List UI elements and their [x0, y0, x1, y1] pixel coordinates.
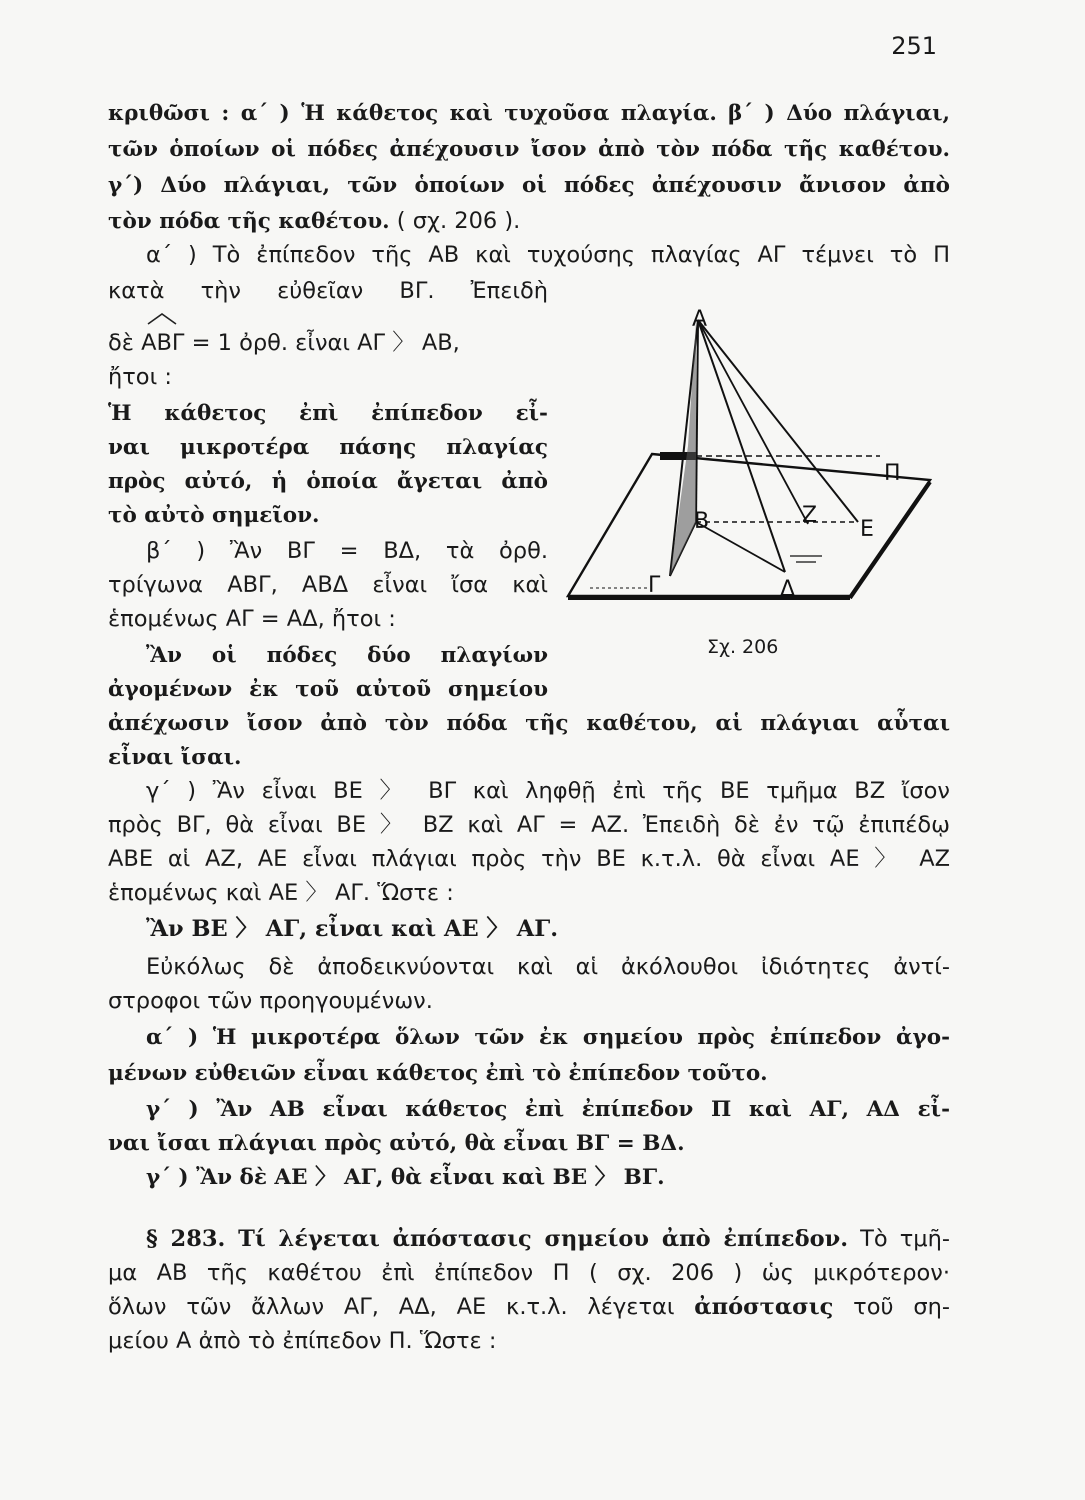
plane-p: [568, 454, 930, 596]
section-heading-283: § 283. Τί λέγεται ἀπόστασις σημείου ἀπὸ ἐπίπεδον. Τὸ τμῆ-: [146, 1226, 951, 1252]
text-line: εἶναι ἴσαι.: [108, 745, 242, 770]
text-line: β΄ ) Ἂν ΒΓ = ΒΔ, τὰ ὀρθ.: [146, 538, 548, 564]
text-line: τῶν ὁποίων οἱ πόδες ἀπέχουσιν ἴσον ἀπὸ τὸν πόδα τῆς καθέτου.: [108, 137, 950, 162]
text-line: γ΄) Δύο πλάγιαι, τῶν ὁποίων οἱ πόδες ἀπέχουσιν ἄνισον ἀπὸ: [108, 173, 950, 198]
text-line: ναι μικροτέρα πάσης πλαγίας: [108, 435, 548, 460]
text-line: ἑπομένως ΑΓ = ΑΔ, ἤτοι :: [108, 606, 396, 632]
text-line: ἤτοι :: [108, 364, 172, 390]
text-line: γ΄ ) Ἂν εἶναι ΒΕ 〉 ΒΓ καὶ ληφθῇ ἐπὶ τῆς ΒΕ τμῆμα ΒΖ ἴσον: [146, 778, 950, 804]
text-line: ὅλων τῶν ἄλλων ΑΓ, ΑΔ, ΑΕ κ.τ.λ. λέγεται ἀπόστασις τοῦ ση-: [108, 1294, 950, 1320]
text-line: Ἡ κάθετος ἐπὶ ἐπίπεδον εἶ-: [108, 401, 548, 426]
text-line: ἀγομένων ἐκ τοῦ αὐτοῦ σημείου: [108, 677, 548, 702]
label-e: Ε: [860, 517, 874, 542]
text-line: πρὸς αὐτό, ἡ ὁποία ἄγεται ἀπὸ: [108, 469, 548, 494]
page-number: 251: [891, 32, 937, 60]
text-line: ἀπέχωσιν ἴσον ἀπὸ τὸν πόδα τῆς καθέτου, αἱ πλάγιαι αὗται: [108, 711, 950, 736]
text-line: τὸν πόδα τῆς καθέτου. ( σχ. 206 ).: [108, 208, 521, 234]
text-line: γ΄ ) Ἂν ΑΒ εἶναι κάθετος ἐπὶ ἐπίπεδον Π καὶ ΑΓ, ΑΔ εἶ-: [146, 1097, 950, 1122]
text-line: Εὐκόλως δὲ ἀποδεικνύονται καὶ αἱ ἀκόλουθοι ἰδιότητες ἀντί-: [146, 954, 950, 980]
angle-arc-mark: [146, 312, 178, 326]
text-line: κατὰ τὴν εὐθεῖαν ΒΓ. Ἐπειδὴ: [108, 278, 548, 304]
label-d: Δ: [780, 577, 796, 602]
text-line: στροφοι τῶν προηγουμένων.: [108, 988, 433, 1014]
text-line: τὸ αὐτὸ σημεῖον.: [108, 503, 320, 528]
text-line: Ἂν ΒΕ 〉 ΑΓ, εἶναι καὶ ΑΕ 〉 ΑΓ.: [146, 916, 559, 942]
text-line: μείου Α ἀπὸ τὸ ἐπίπεδον Π. Ὥστε :: [108, 1328, 497, 1354]
text-line: ἑπομένως καὶ ΑΕ 〉 ΑΓ. Ὥστε :: [108, 880, 454, 906]
slant-az: [698, 320, 808, 524]
text-line: τρίγωνα ΑΒΓ, ΑΒΔ εἶναι ἴσα καὶ: [108, 572, 548, 598]
text-line: μένων εὐθειῶν εἶναι κάθετος ἐπὶ τὸ ἐπίπεδον τοῦτο.: [108, 1061, 768, 1086]
text-line: γ΄ ) Ἂν δὲ ΑΕ 〉 ΑΓ, θὰ εἶναι καὶ ΒΕ 〉 ΒΓ.: [146, 1165, 665, 1190]
figure-206-diagram: [560, 296, 940, 616]
label-z: Ζ: [802, 503, 818, 528]
text-line: α΄ ) Ἡ μικροτέρα ὅλων τῶν ἐκ σημείου πρὸς ἐπίπεδον ἀγο-: [146, 1025, 950, 1050]
text-line: α΄ ) Τὸ ἐπίπεδον τῆς ΑΒ καὶ τυχούσης πλαγίας ΑΓ τέμνει τὸ Π: [146, 242, 950, 268]
text-line: δὲ ΑΒΓ = 1 ὀρθ. εἶναι ΑΓ 〉 ΑΒ,: [108, 330, 460, 356]
label-g: Γ: [648, 573, 661, 598]
text-line: ναι ἴσαι πλάγιαι πρὸς αὐτό, θὰ εἶναι ΒΓ = ΒΔ.: [108, 1131, 685, 1156]
label-a: Α: [692, 307, 708, 332]
slant-ae: [698, 320, 858, 522]
figure-caption: Σχ. 206: [707, 636, 779, 658]
text-line: πρὸς ΒΓ, θὰ εἶναι ΒΕ 〉 ΒΖ καὶ ΑΓ = ΑΖ. Ἐπειδὴ δὲ ἐν τῷ ἐπιπέδῳ: [108, 812, 950, 838]
label-b: Β: [694, 509, 710, 534]
text-line: κριθῶσι : α΄ ) Ἡ κάθετος καὶ τυχοῦσα πλαγία. β΄ ) Δύο πλάγιαι,: [108, 101, 951, 126]
text-line: μα ΑΒ τῆς καθέτου ἐπὶ ἐπίπεδον Π ( σχ. 206 ) ὡς μικρότερον·: [108, 1260, 950, 1286]
slant-ad: [698, 320, 785, 572]
perpendicular-ab: [696, 320, 698, 522]
text-line: Ἂν οἱ πόδες δύο πλαγίων: [146, 643, 548, 668]
text-line: ΑΒΕ αἱ ΑΖ, ΑΕ εἶναι πλάγιαι πρὸς τὴν ΒΕ κ.τ.λ. θὰ εἶναι ΑΕ 〉 ΑΖ: [108, 846, 950, 872]
label-p: Π: [884, 461, 901, 486]
